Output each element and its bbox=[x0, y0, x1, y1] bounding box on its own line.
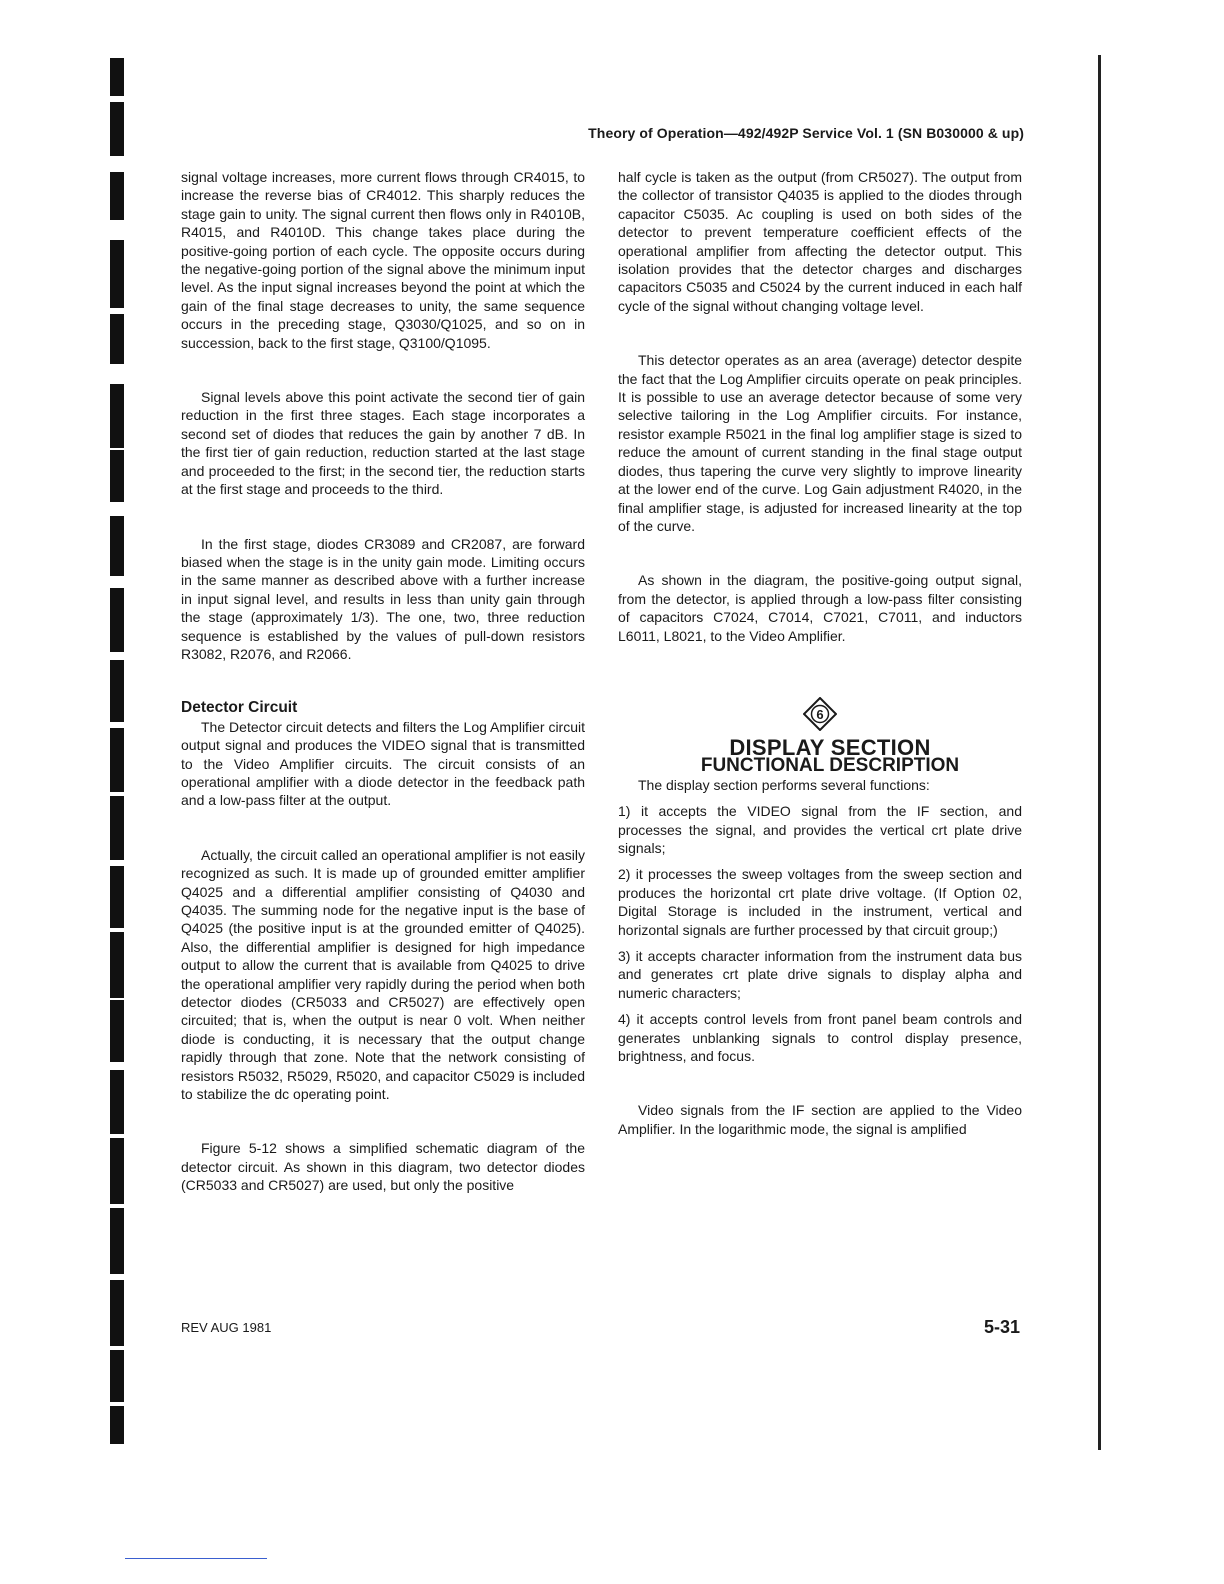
footnote-rule bbox=[125, 1558, 267, 1559]
paragraph: Figure 5-12 shows a simplified schematic diagram of the detector circuit. As shown in this diagram, two detector diodes (CR5033 and CR5027) are used, but only the positive bbox=[181, 1140, 585, 1194]
binding-mark bbox=[110, 1138, 124, 1204]
list-item: 2) it processes the sweep voltages from the sweep section and produces the horizontal crt plate drive voltage. (If Option 02, Digital Storage is included in the instrument, vertical and horizontal signals are further processed by that circuit group;) bbox=[618, 866, 1022, 938]
binding-mark bbox=[110, 1208, 124, 1274]
binding-mark bbox=[110, 172, 124, 220]
revision-date: REV AUG 1981 bbox=[181, 1320, 272, 1335]
binding-edge-marks bbox=[110, 40, 130, 1460]
binding-mark bbox=[110, 314, 124, 364]
paragraph: Actually, the circuit called an operational amplifier is not easily recognized as such. It is made up of grounded emitter amplifier Q4025 and a differential amplifier consisting of Q4030 and Q4035. The summing node for the negative input is the base of Q4025 (the positive input is at the grounded emitter of Q4025). Also, the differential amplifier is designed for high impedance output to allow the current that is available from Q4025 to drive the operational amplifier very rapidly during the period when both detector diodes (CR5033 and CR5027) are effectively open circuited; that is, when the output is near 0 volt. When neither diode is conducting, it is necessary that the output change rapidly through that zone. Note that the network consisting of resistors R5032, R5029, R5020, and capacitor C5029 is included to stabilize the dc operating point. bbox=[181, 846, 585, 1103]
page-edge-rule bbox=[1098, 55, 1101, 1450]
functional-description-title: FUNCTIONAL DESCRIPTION bbox=[700, 755, 960, 777]
paragraph: Video signals from the IF section are applied to the Video Amplifier. In the logarithmic mode, the signal is amplified bbox=[618, 1102, 1022, 1137]
paragraph: half cycle is taken as the output (from CR5027). The output from the collector of transistor Q4035 is applied to the diodes through capacitor C5035. Ac coupling is used on both sides of the detector to prevent temperature coefficient effects of the operational amplifier from affecting the detector output. This isolation provides that the detector charges and discharges capacitors C5035 and C5024 by the current induced in each half cycle of the signal without changing voltage level. bbox=[618, 169, 1022, 314]
list-item: 1) it accepts the VIDEO signal from the IF section, and processes the signal, and provides the vertical crt plate drive signals; bbox=[618, 803, 1022, 856]
running-header: Theory of Operation—492/492P Service Vol. 1 (SN B030000 & up) bbox=[588, 125, 1024, 141]
binding-mark bbox=[110, 728, 124, 792]
paragraph: The display section performs several functions: bbox=[638, 776, 930, 793]
left-column bbox=[181, 168, 585, 1195]
binding-mark bbox=[110, 1000, 124, 1062]
binding-mark bbox=[110, 450, 124, 502]
binding-mark bbox=[110, 866, 124, 928]
page-number: 5-31 bbox=[983, 1317, 1020, 1337]
binding-mark bbox=[110, 516, 124, 576]
binding-mark bbox=[110, 1280, 124, 1346]
detector-circuit-heading: Detector Circuit bbox=[181, 699, 298, 717]
binding-mark bbox=[110, 1350, 124, 1402]
paragraph: As shown in the diagram, the positive-going output signal, from the detector, is applied through a low-pass filter consisting of capacitors C7024, C7014, C7021, C7011, and inductors L6011, L8021, to the Video Amplifier. bbox=[618, 572, 1022, 644]
section-number: 6 bbox=[816, 706, 824, 722]
binding-mark bbox=[110, 588, 124, 652]
list-item: 4) it accepts control levels from front panel beam controls and generates unblanking signals to control display presence, brightness, and focus. bbox=[618, 1011, 1022, 1065]
right-column bbox=[618, 168, 1022, 1138]
paragraph: signal voltage increases, more current flows through CR4015, to increase the reverse bias of CR4012. This sharply reduces the stage gain to unity. The signal current then flows only in R4010B, R4015, and R4010D. This change takes place during the positive-going portion of each cycle. The opposite occurs during the negative-going portion of the signal above the minimum input level. As the input signal increases beyond the point at which the gain of the final stage decreases to unity, the same sequence occurs in the preceding stage, Q3030/Q1025, and so on in succession, back to the first stage, Q3100/Q1095. bbox=[181, 169, 585, 351]
paragraph: In the first stage, diodes CR3089 and CR2087, are forward biased when the stage is in the unity gain mode. Limiting occurs in the same manner as described above with a further increase in input signal level, and results in less than unity gain through the stage (approximately 1/3). The one, two, three reduction sequence is established by the values of pull-down resistors R3082, R2076, and R2066. bbox=[181, 535, 585, 662]
binding-mark bbox=[110, 1070, 124, 1134]
list-item: 3) it accepts character information from the instrument data bus and generates crt plate drive signals to display alpha and numeric characters; bbox=[618, 948, 1022, 1001]
binding-mark bbox=[110, 240, 124, 308]
binding-mark bbox=[110, 932, 124, 998]
binding-mark bbox=[110, 1406, 124, 1444]
binding-mark bbox=[110, 384, 124, 448]
paragraph: This detector operates as an area (average) detector despite the fact that the Log Amplifier circuits operate on peak principles. It is possible to use an average detector because of some very selective tailoring in the Log Amplifier circuits. For instance, resistor example R5021 in the final log amplifier stage is sized to reduce the amount of current standing in the final stage output diodes, thus tapering the curve very slightly to improve linearity at the lower end of the curve. Log Gain adjustment R4020, in the final amplifier stage, is adjusted for increased linearity at the top of the curve. bbox=[618, 352, 1022, 534]
binding-mark bbox=[110, 796, 124, 860]
paragraph: Signal levels above this point activate the second tier of gain reduction in the first three stages. Each stage incorporates a second set of diodes that reduces the gain by another 7 dB. In the first tier of gain reduction, reduction started at the last stage and proceeded to the first; in the second tier, the reduction starts at the first stage and proceeds to the third. bbox=[181, 389, 585, 498]
binding-mark bbox=[110, 102, 124, 156]
section-title: DISPLAY SECTION bbox=[729, 734, 931, 760]
paragraph: The Detector circuit detects and filters the Log Amplifier circuit output signal and produces the VIDEO signal that is transmitted to the Video Amplifier circuits. The circuit consists of an operational amplifier with a diode detector in the feedback path and a low-pass filter at the output. bbox=[181, 718, 585, 809]
binding-mark bbox=[110, 660, 124, 722]
binding-mark bbox=[110, 58, 124, 96]
display-section-heading bbox=[618, 697, 1022, 776]
section-number-diamond-icon bbox=[803, 697, 837, 731]
